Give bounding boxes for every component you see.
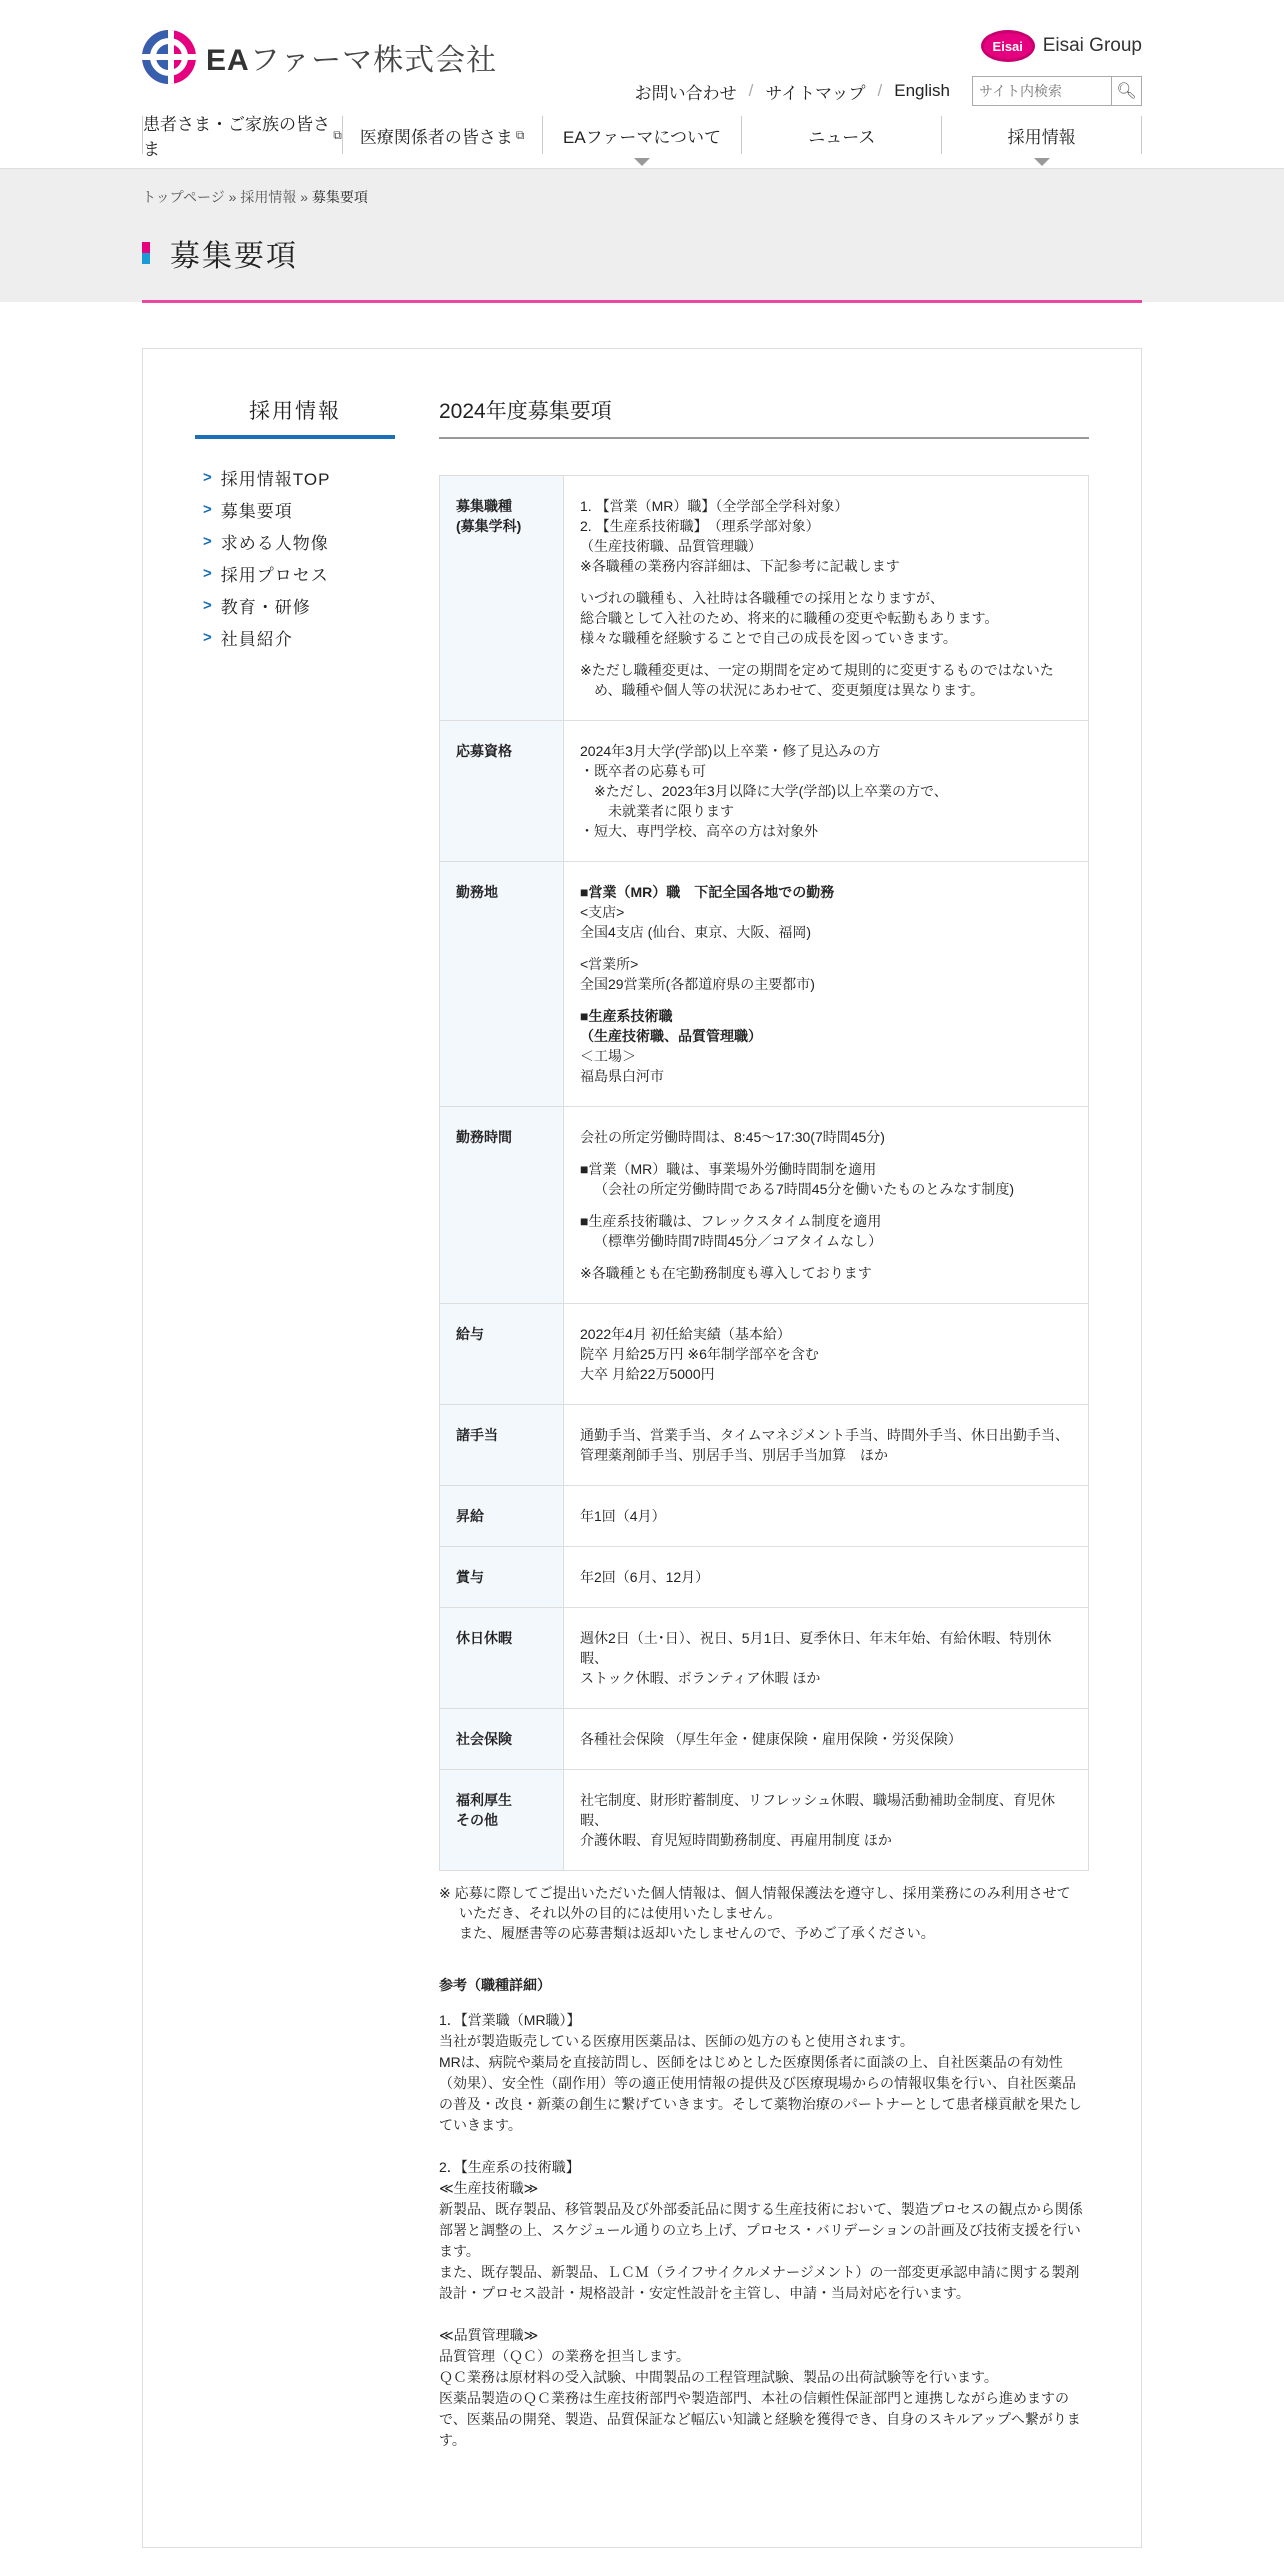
row-header: 福利厚生 その他: [440, 1770, 564, 1871]
ea-pharma-logo[interactable]: [142, 30, 497, 84]
row-header: 諸手当: [440, 1405, 564, 1486]
sidebar-item-employees[interactable]: > 社員紹介: [203, 628, 293, 649]
row-header: 応募資格: [440, 721, 564, 862]
chevron-right-icon: >: [203, 564, 213, 582]
content-title: 2024年度募集要項: [439, 395, 1089, 439]
breadcrumb-top[interactable]: トップページ: [142, 189, 225, 205]
chevron-right-icon: >: [203, 628, 213, 646]
row-value: 2022年4月 初任給実績（基本給） 院卒 月給25万円 ※6年制学部卒を含む 大卒 月給22万5000円: [564, 1304, 1089, 1405]
table-row: [440, 476, 1089, 721]
site-header: [0, 0, 1284, 168]
eisai-group-logo[interactable]: [981, 30, 1142, 62]
gnav-patients[interactable]: 患者さま・ご家族の皆さま ⧉: [143, 115, 342, 159]
gnav-about[interactable]: EAファーマについて: [543, 116, 743, 154]
reference-title: 参考（職種詳細）: [439, 1977, 551, 1993]
table-row: [440, 1486, 1089, 1547]
privacy-note: ※ 応募に際してご提出いただいた個人情報は、個人情報保護法を遵守し、採用業務にのみ利用させて いただき、それ以外の目的には使用いたしません。 また、履歴書等の応募書類は返却いたしませんので、予めご了承ください。: [439, 1885, 1071, 1941]
row-value: 社宅制度、財形貯蓄制度、リフレッシュ休暇、職場活動補助金制度、育児休 暇、 介護休暇、育児短時間勤務制度、再雇用制度 ほか: [564, 1770, 1089, 1871]
chevron-right-icon: >: [203, 596, 213, 614]
page-title-band: [0, 168, 1284, 302]
table-row: [440, 1304, 1089, 1405]
dropdown-triangle-icon: [1034, 158, 1050, 166]
row-value: 各種社会保険 （厚生年金・健康保険・雇用保険・労災保険）: [564, 1709, 1089, 1770]
row-value: 会社の所定労働時間は、8:45～17:30(7時間45分) ■営業（MR）職は、事業場外労働時間制を適用 （会社の所定労働時間である7時間45分を働いたものとみなす制度) ■生産系技術職は、フレックスタイム制度を適用 （標準労働時間7時間45分／コアタイムなし） ※各職種とも在宅勤務制度も導入しております: [564, 1107, 1089, 1304]
dropdown-triangle-icon: [634, 158, 650, 166]
table-row: [440, 1107, 1089, 1304]
sitemap-link[interactable]: サイトマップ: [765, 83, 866, 103]
row-header: 勤務地: [440, 862, 564, 1107]
search-input[interactable]: [972, 76, 1112, 106]
table-row: [440, 862, 1089, 1107]
row-value: 年1回（4月）: [564, 1486, 1089, 1547]
sidebar-title: 採用情報: [195, 395, 395, 439]
external-link-icon: ⧉: [333, 127, 342, 142]
reference-production: 2．【生産系の技術職】 ≪生産技術職≫ 新製品、既存製品、移管製品及び外部委託品に関する生産技術において、製造プロセスの観点から関係 部署と調整の上、スケジュール通りの立ち上げ、プロセス・バリデーションの計画及び技術支援を行い ます。 また、既存製品、新製品、ＬＣＭ（ライフサイクルメナージメント）の一部変更承認申請に関する製剤 設計・プロセス設計・規格設計・安定性設計を主管し、申請・当局対応を行います。: [439, 2159, 1083, 2301]
row-header: 社会保険: [440, 1709, 564, 1770]
main-container: [142, 348, 1142, 2548]
table-row: [440, 1709, 1089, 1770]
sidebar-item-requirements[interactable]: > 募集要項: [203, 500, 293, 521]
site-search: [972, 76, 1142, 106]
search-button[interactable]: [1112, 76, 1142, 106]
row-header: 休日休暇: [440, 1608, 564, 1709]
row-value: 通勤手当、営業手当、タイムマネジメント手当、時間外手当、休日出勤手当、 管理薬剤師手当、別居手当、別居手当加算 ほか: [564, 1405, 1089, 1486]
search-icon: 🔍︎: [1116, 83, 1137, 100]
row-header: 昇給: [440, 1486, 564, 1547]
row-value: 1. 【営業（MR）職】（全学部全学科対象） 2. 【生産系技術職】 （理系学部対象） （生産技術職、品質管理職） ※各職種の業務内容詳細は、下記参考に記載します いづれの職種も、入社時は各職種での採用となりますが、 総合職として入社のため、将来的に職種の変更や転勤もあります。 様々な職種を経験することで自己の成長を図っていきます。 ※ただし職種変更は、一定の期間を定めて規則的に変更するものではないた め、職種や個人等の状況にあわせて、変更頻度は異なります。: [564, 476, 1089, 721]
sidebar: [195, 395, 395, 653]
separator: /: [748, 81, 754, 100]
sidebar-item-ideal-candidate[interactable]: > 求める人物像: [203, 532, 329, 553]
ea-logo-mark-icon: [142, 30, 196, 84]
table-row: [440, 721, 1089, 862]
content: [439, 395, 1089, 2451]
sidebar-item-training[interactable]: > 教育・研修: [203, 596, 311, 617]
breadcrumb-current: 募集要項: [311, 189, 368, 205]
page-title: 募集要項: [142, 231, 298, 275]
sidebar-menu: [195, 461, 395, 653]
row-value: 週休2日（土･日）、祝日、5月1日、夏季休日、年末年始、有給休暇、特別休 暇、 ストック休暇、ボランティア休暇 ほか: [564, 1608, 1089, 1709]
requirements-table: [439, 475, 1089, 1871]
table-row: [440, 1608, 1089, 1709]
gnav-recruit[interactable]: 採用情報: [942, 116, 1142, 154]
table-row: [440, 1770, 1089, 1871]
chevron-right-icon: >: [203, 532, 213, 550]
logo-text: EAファーマ株式会社: [206, 44, 498, 77]
breadcrumb: トップページ » 採用情報 » 募集要項: [142, 189, 368, 205]
eisai-group-label: Eisai Group: [1042, 35, 1142, 56]
english-link[interactable]: English: [894, 81, 950, 100]
sidebar-item-recruit-top[interactable]: > 採用情報TOP: [203, 468, 331, 489]
reference-mr: 1．【営業職（MR職）】 当社が製造販売している医療用医薬品は、医師の処方のもと使用されます。 MRは、病院や薬局を直接訪問し、医師をはじめとした医療関係者に面談の上、自社医薬品の有効性 （効果）、安全性（副作用）等の適正使用情報の提供及び医療現場からの情報収集を行い、自社医薬品 の普及・改良・新薬の創生に繋げていきます。そして薬物治療のパートナーとして患者様貢献を果たし ていきます。: [439, 2012, 1082, 2133]
title-divider: [142, 300, 1142, 303]
row-header: 給与: [440, 1304, 564, 1405]
reference-qc: ≪品質管理職≫ 品質管理（ＱＣ）の業務を担当します。 ＱＣ業務は原材料の受入試験、中間製品の工程管理試験、製品の出荷試験等を行います。 医薬品製造のＱＣ業務は生産技術部門や製造部門、本社の信頼性保証部門と連携しながら進めますの で、医薬品の開発、製造、品質保証など幅広い知識と経験を獲得でき、自身のスキルアップへ繋がりま す。: [439, 2327, 1081, 2448]
utility-nav: [635, 76, 1142, 106]
table-row: [440, 1547, 1089, 1608]
contact-link[interactable]: お問い合わせ: [634, 83, 737, 103]
title-marker-icon: [142, 242, 150, 264]
external-link-icon: ⧉: [515, 127, 525, 142]
table-row: [440, 1405, 1089, 1486]
separator: /: [877, 81, 883, 100]
eisai-mark-icon: Eisai: [981, 30, 1035, 62]
gnav-medical[interactable]: 医療関係者の皆さま ⧉: [343, 116, 543, 154]
row-header: 勤務時間: [440, 1107, 564, 1304]
row-value: 2024年3月大学(学部)以上卒業・修了見込みの方 ・既卒者の応募も可 ※ただし、2023年3月以降に大学(学部)以上卒業の方で、 未就業者に限ります ・短大、専門学校、高卒の方は対象外: [564, 721, 1089, 862]
row-header: 賞与: [440, 1547, 564, 1608]
row-value: 年2回（6月、12月）: [564, 1547, 1089, 1608]
chevron-right-icon: >: [203, 500, 213, 518]
global-nav: [142, 115, 1142, 159]
gnav-news[interactable]: ニュース: [742, 116, 942, 154]
breadcrumb-recruit[interactable]: 採用情報: [240, 189, 297, 205]
sidebar-item-process[interactable]: > 採用プロセス: [203, 564, 329, 585]
row-header: 募集職種 (募集学科): [440, 476, 564, 721]
chevron-right-icon: >: [203, 468, 213, 486]
job-details-reference: [439, 1975, 1089, 2451]
row-value: ■営業（MR）職 下記全国各地での勤務 <支店> 全国4支店 (仙台、東京、大阪、福岡) <営業所> 全国29営業所(各都道府県の主要都市) ■生産系技術職 （生産技術職、品質管理職） ＜工場＞ 福島県白河市: [564, 862, 1089, 1107]
